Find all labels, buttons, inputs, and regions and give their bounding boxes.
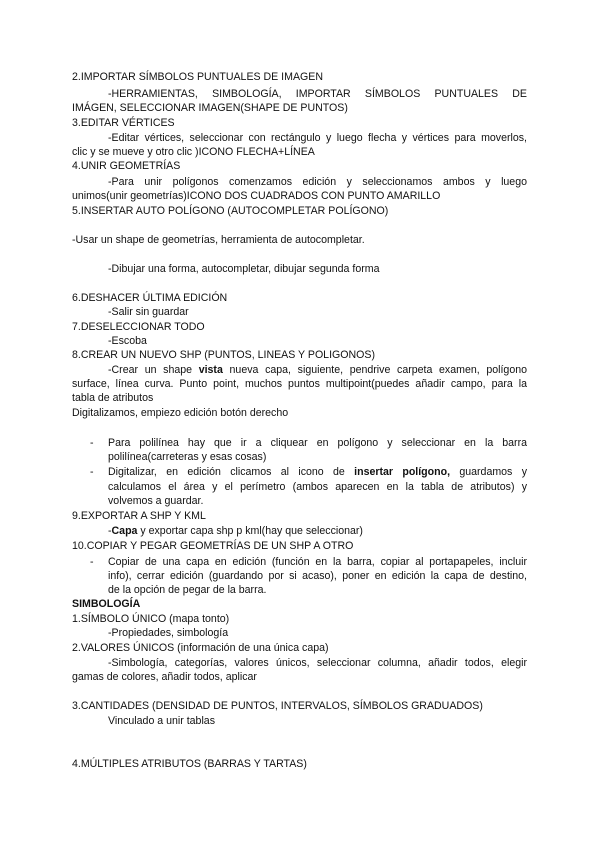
bullet-marker: -: [90, 437, 94, 449]
paragraph-line: -Salir sin guardar: [108, 306, 189, 318]
paragraph-line: -Usar un shape de geometrías, herramienta de autocompletar.: [72, 234, 365, 246]
text-run: nueva capa, siguiente, pendrive carpeta examen, polígono: [222, 364, 527, 376]
section-title: 3.CANTIDADES (DENSIDAD DE PUNTOS, INTERVALOS, SÍMBOLOS GRADUADOS): [72, 700, 483, 712]
bullet-line: volvemos a guardar.: [108, 495, 204, 507]
bullet-marker: -: [90, 466, 94, 478]
bullet-marker: -: [90, 556, 94, 568]
bullet-line: Copiar de una capa en edición (función en la barra, copiar al portapapeles, incluir: [108, 556, 527, 568]
paragraph-line: gamas de colores, añadir todos, aplicar: [72, 671, 257, 683]
bullet-line: [108, 465, 527, 479]
paragraph-line: Vinculado a unir tablas: [108, 715, 215, 727]
section-title: 6.DESHACER ÚLTIMA EDICIÓN: [72, 292, 228, 304]
paragraph-line: Digitalizamos, empiezo edición botón derecho: [72, 407, 289, 419]
paragraph-line: tabla de atributos: [72, 392, 154, 404]
paragraph-line: unimos(unir geometrías)ICONO DOS CUADRADOS CON PUNTO AMARILLO: [72, 190, 441, 202]
paragraph-line: -Editar vértices, seleccionar con rectángulo y luego flecha y vértices para moverlos,: [108, 132, 527, 144]
bold-term: insertar polígono,: [354, 466, 451, 478]
text-run: -Crear un shape: [108, 364, 199, 376]
paragraph-line: -Escoba: [108, 335, 147, 347]
paragraph-line: surface, línea curva. Punto point, muchos puntos multipoint(puedes añadir campo, para la: [72, 378, 527, 390]
paragraph-line: [108, 524, 527, 538]
text-run: Digitalizar, en edición clicamos al icono de: [108, 466, 355, 478]
section-title: 10.COPIAR Y PEGAR GEOMETRÍAS DE UN SHP A OTRO: [72, 540, 354, 552]
section-title: 5.INSERTAR AUTO POLÍGONO (AUTOCOMPLETAR POLÍGONO): [72, 205, 389, 217]
paragraph-line: -Simbología, categorías, valores únicos, seleccionar columna, añadir todos, elegir: [108, 657, 527, 669]
section-heading: SIMBOLOGÍA: [72, 598, 141, 610]
bullet-line: Para polilínea hay que ir a cliquear en polígono y seleccionar en la barra: [108, 437, 527, 449]
bullet-line: polilínea(carreteras y esas cosas): [108, 451, 267, 463]
paragraph-line: -Propiedades, simbología: [108, 627, 229, 639]
paragraph-line: [108, 363, 527, 377]
section-title: 8.CREAR UN NUEVO SHP (PUNTOS, LINEAS Y POLIGONOS): [72, 349, 375, 361]
paragraph-line: IMÁGEN, SELECCIONAR IMAGEN(SHAPE DE PUNTOS): [72, 102, 348, 114]
bullet-line: de la opción de pegar de la barra.: [108, 584, 267, 596]
bold-term: Capa: [111, 525, 138, 537]
section-title: 3.EDITAR VÉRTICES: [72, 117, 175, 129]
text-run: -: [108, 525, 112, 537]
section-title: 2.VALORES ÚNICOS (información de una única capa): [72, 642, 329, 654]
section-title: 4.UNIR GEOMETRÍAS: [72, 160, 181, 172]
paragraph-line: -Para unir polígonos comenzamos edición y seleccionamos ambos y luego: [108, 176, 527, 188]
text-run: y exportar capa shp p kml(hay que seleccionar): [137, 525, 363, 537]
section-title: 1.SÍMBOLO ÚNICO (mapa tonto): [72, 613, 230, 625]
bold-term: vista: [198, 364, 223, 376]
section-title: 9.EXPORTAR A SHP Y KML: [72, 510, 206, 522]
section-title: 7.DESELECCIONAR TODO: [72, 321, 205, 333]
section-title: 2.IMPORTAR SÍMBOLOS PUNTUALES DE IMAGEN: [72, 71, 323, 83]
paragraph-line: -HERRAMIENTAS, SIMBOLOGÍA, IMPORTAR SÍMBOLOS PUNTUALES DE: [108, 88, 527, 100]
bullet-line: calculamos el área y el perímetro (ambos aparecen en la tabla de atributos) y: [108, 481, 527, 493]
text-run: guardamos y: [450, 466, 527, 478]
paragraph-line: -Dibujar una forma, autocompletar, dibujar segunda forma: [108, 263, 380, 275]
paragraph-line: clic y se mueve y otro clic )ICONO FLECHA+LÍNEA: [72, 146, 315, 158]
bullet-line: info), cerrar edición (guardando por si acaso), poner en edición la capa de destino,: [108, 570, 527, 582]
section-title: 4.MÚLTIPLES ATRIBUTOS (BARRAS Y TARTAS): [72, 758, 307, 770]
